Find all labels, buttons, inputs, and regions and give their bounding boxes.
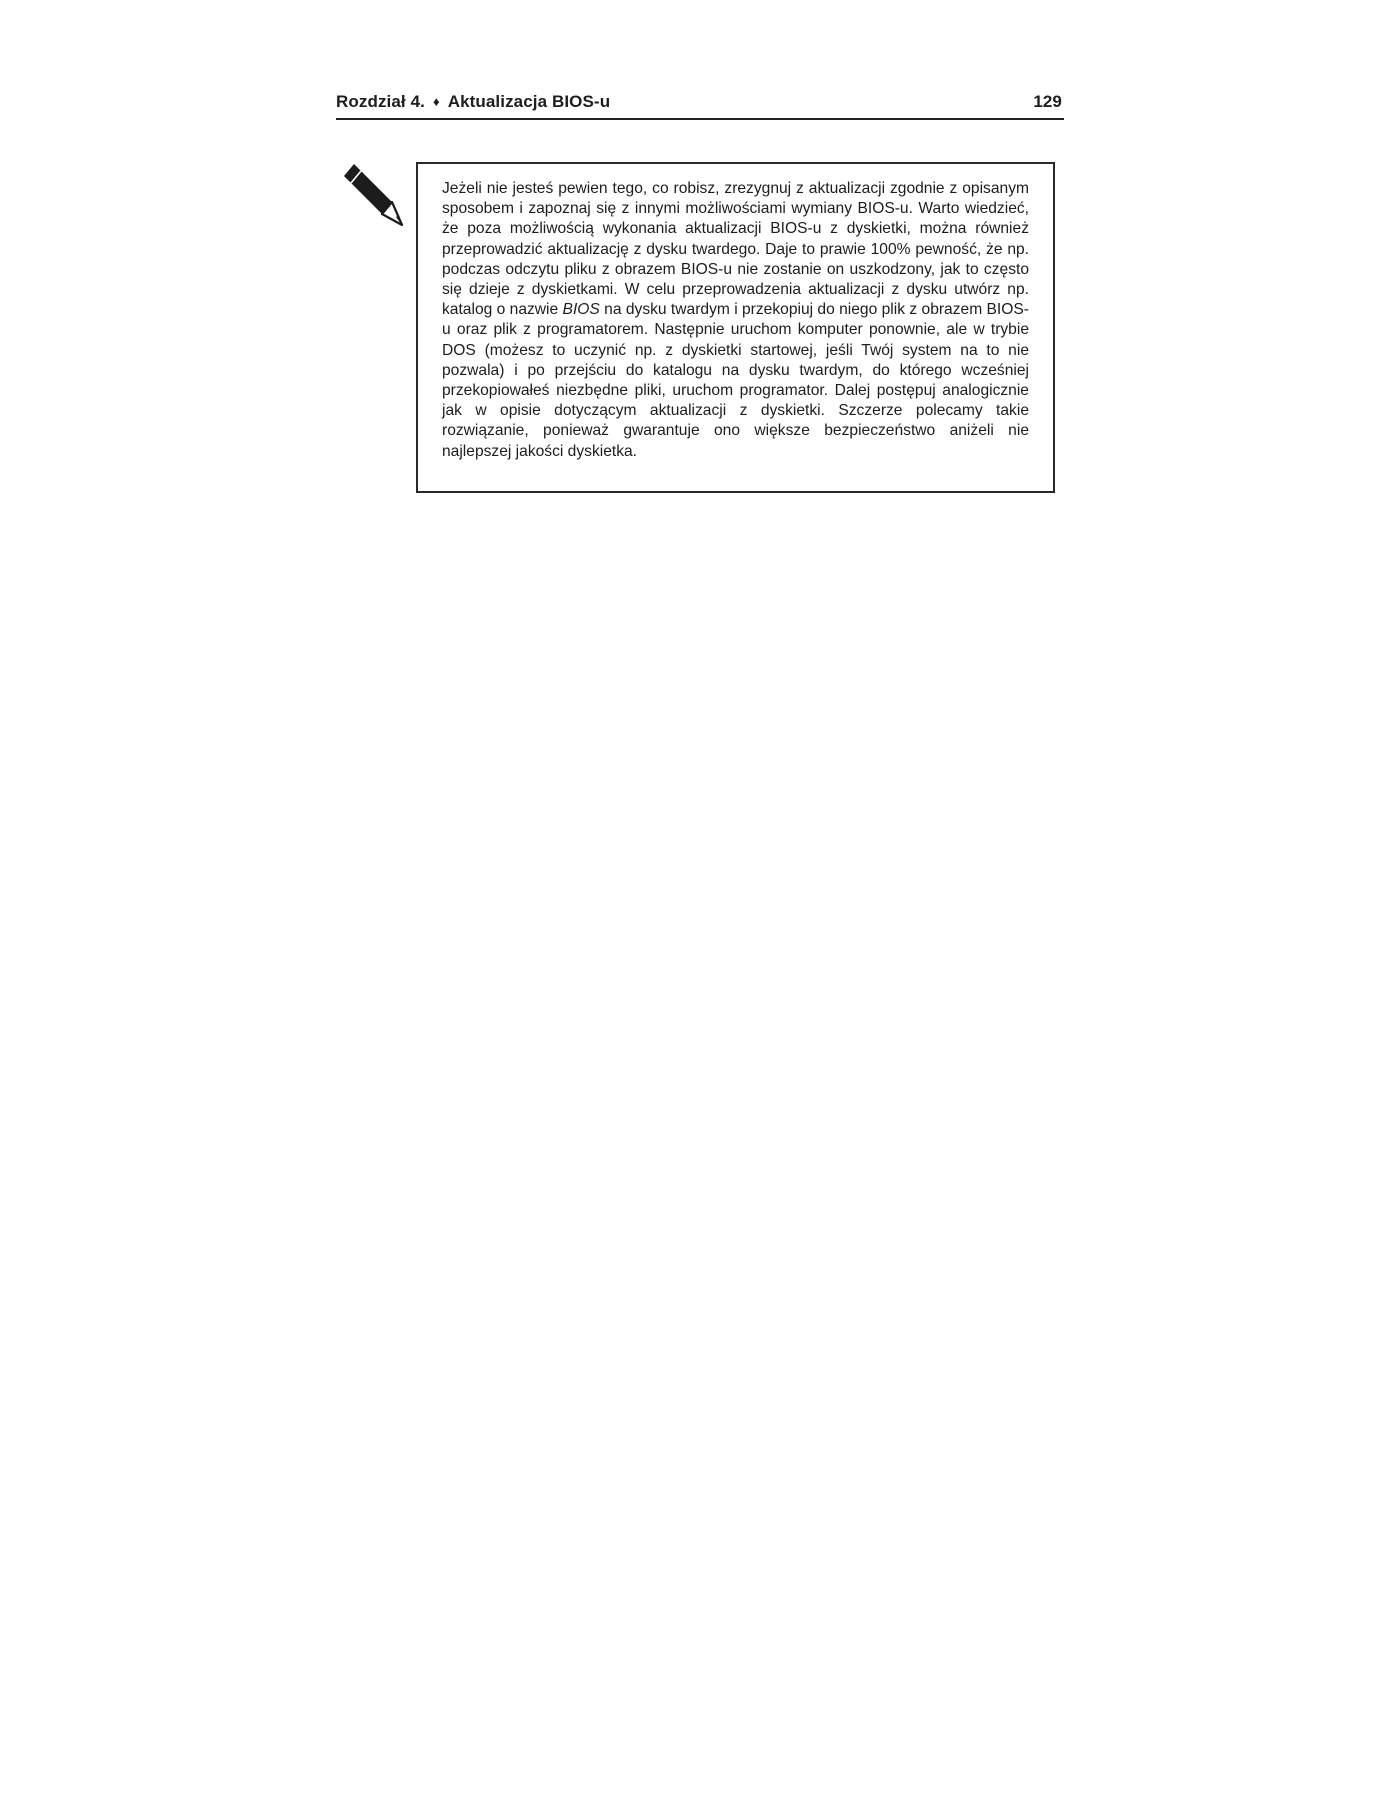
pencil-icon: [340, 162, 404, 226]
page-number: 129: [1033, 92, 1062, 111]
chapter-number: Rozdział 4.: [336, 92, 425, 111]
note-text: [442, 179, 1029, 462]
diamond-separator-icon: ♦: [432, 93, 440, 109]
note-italic-term: BIOS: [562, 301, 600, 319]
note-text-part-2: na dysku twardym i przekopiuj do niego plik z obrazem BIOS-u oraz plik z programatorem. Następnie uruchom komputer ponownie, ale w trybie DOS (możesz to uczynić np. z dyskietki startowej, jeśli Twój system na to nie pozwala) i po przejściu do katalogu na dysku twardym, do którego wcześniej przekopiowałeś niezbędne pliki, uruchom programator. Dalej postępuj analogicznie jak w opisie dotyczącym aktualizacji z dyskietki. Szczerze polecamy takie rozwiązanie, ponieważ gwarantuje ono większe bezpieczeństwo aniżeli nie najlepszej jakości dyskietka.: [442, 301, 1029, 460]
header-chapter-info: [336, 92, 610, 112]
running-header: [336, 92, 1064, 120]
note-text-part-1: Jeżeli nie jesteś pewien tego, co robisz, zrezygnuj z aktualizacji zgodnie z opisanym sposobem i zapoznaj się z innymi możliwościami wymiany BIOS-u. Warto wiedzieć, że poza możliwością wykonania aktualizacji BIOS-u z dyskietki, można również przeprowadzić aktualizację z dysku twardego. Daje to prawie 100% pewność, że np. podczas odczytu pliku z obrazem BIOS-u nie zostanie on uszkodzony, jak to często się dzieje z dyskietkami. W celu przeprowadzenia aktualizacji z dysku utwórz np. katalog o nazwie: [442, 180, 1029, 319]
chapter-title: Aktualizacja BIOS-u: [447, 92, 611, 111]
note-box: [416, 162, 1055, 493]
